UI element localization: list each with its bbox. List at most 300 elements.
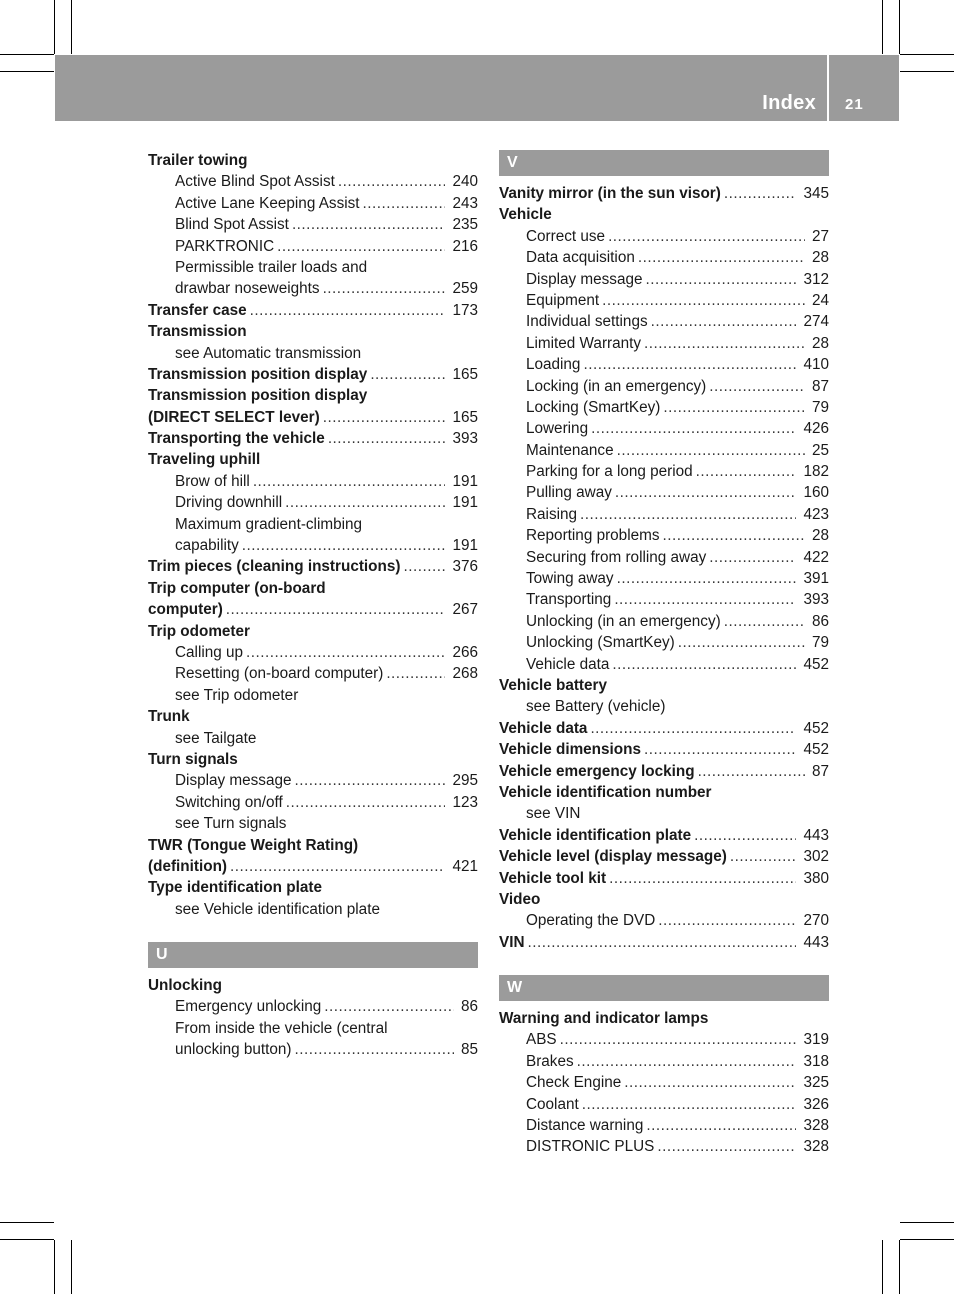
crop-mark [899, 0, 900, 54]
index-entry [148, 471, 478, 492]
index-entry-label: Switching on/off [175, 793, 283, 811]
index-entry-page: 452 [803, 655, 829, 673]
index-entry-page: 87 [811, 377, 829, 395]
dot-leader [696, 461, 797, 482]
index-entry-label: Trailer towing [148, 152, 248, 169]
dot-leader [663, 397, 805, 418]
index-entry [499, 397, 829, 418]
index-entry [148, 321, 478, 342]
index-entry-page: 410 [803, 356, 829, 374]
index-entry [148, 856, 478, 877]
dot-leader [624, 1072, 796, 1093]
index-entry [148, 407, 478, 428]
index-entry [148, 193, 478, 214]
index-entry-page: 443 [803, 826, 829, 844]
index-entry-label: Reporting problems [526, 527, 660, 545]
dot-leader [617, 440, 805, 461]
index-entry-page: 28 [811, 249, 829, 267]
index-entry [499, 461, 829, 482]
index-entry-page: 328 [803, 1138, 829, 1156]
index-entry [499, 803, 829, 824]
index-entry [499, 290, 829, 311]
index-entry [148, 449, 478, 470]
index-entry-label: Vehicle level (display message) [499, 848, 727, 866]
index-entry [499, 204, 829, 225]
crop-mark [54, 1240, 55, 1294]
index-entries-v [499, 183, 829, 953]
dot-leader [324, 996, 454, 1017]
index-entry-page: 182 [803, 463, 829, 481]
index-entry [148, 556, 478, 577]
dot-leader [615, 482, 797, 503]
index-entry [148, 492, 478, 513]
index-entry-label: Trim pieces (cleaning instructions) [148, 558, 401, 576]
index-entry-label: Vehicle dimensions [499, 741, 641, 759]
index-entry-page: 274 [803, 313, 829, 331]
dot-leader [323, 407, 446, 428]
index-entry-label: Calling up [175, 643, 244, 661]
index-column-right [499, 150, 829, 1158]
dot-leader [730, 846, 797, 867]
dot-leader [602, 290, 805, 311]
index-entry-label: Trip computer (on-board [148, 579, 326, 597]
index-entry [499, 440, 829, 461]
index-entry [499, 1115, 829, 1136]
index-entry-label: Transmission [148, 323, 247, 341]
dot-leader [724, 611, 805, 632]
index-entry-page: 426 [803, 420, 829, 438]
index-entry-page: 325 [803, 1074, 829, 1092]
index-entry-label: see Turn signals [175, 815, 287, 833]
index-entry [499, 568, 829, 589]
index-entry-page: 28 [811, 334, 829, 352]
index-entry-label: Maintenance [526, 441, 614, 459]
dot-leader [617, 568, 797, 589]
dot-leader [614, 589, 796, 610]
index-entry [499, 654, 829, 675]
index-entry-page: 380 [803, 869, 829, 887]
index-entry [499, 611, 829, 632]
index-entry-label: Vehicle [499, 206, 552, 224]
dot-leader [338, 171, 446, 192]
index-entry-label: Operating the DVD [526, 912, 656, 930]
index-entry-label: see Vehicle identification plate [175, 900, 380, 918]
index-entry [148, 236, 478, 257]
index-entry [148, 996, 478, 1017]
dot-leader [253, 471, 446, 492]
index-entry-label: Permissible trailer loads and [175, 258, 368, 276]
index-entry-label: Parking for a long period [526, 463, 693, 481]
dot-leader [250, 300, 446, 321]
index-entry [499, 889, 829, 910]
crop-mark [900, 1222, 954, 1223]
index-entry-label: (definition) [148, 857, 228, 875]
crop-mark [900, 54, 954, 55]
dot-leader [580, 504, 796, 525]
index-entry [148, 599, 478, 620]
index-entry-page: 393 [803, 591, 829, 609]
index-entry-page: 319 [803, 1031, 829, 1049]
dot-leader [226, 599, 446, 620]
index-entry [499, 504, 829, 525]
index-entry [499, 761, 829, 782]
index-entry [148, 535, 478, 556]
index-entry [148, 278, 478, 299]
index-entry-page: 270 [803, 912, 829, 930]
index-entry [148, 150, 478, 171]
dot-leader [651, 311, 797, 332]
index-entry [499, 1094, 829, 1115]
index-entry-page: 85 [460, 1041, 478, 1059]
dot-leader [612, 654, 796, 675]
index-entry-label: Locking (in an emergency) [526, 377, 707, 395]
index-entry [499, 739, 829, 760]
index-entry-page: 326 [803, 1095, 829, 1113]
dot-leader [323, 278, 446, 299]
index-entry-page: 165 [452, 365, 478, 383]
index-entry-page: 165 [452, 408, 478, 426]
index-entry [499, 589, 829, 610]
dot-leader [694, 825, 796, 846]
index-entry-label: Data acquisition [526, 249, 635, 267]
index-entry-label: Transporting [526, 591, 612, 609]
index-entry [148, 792, 478, 813]
index-entry-page: 123 [452, 793, 478, 811]
index-entry-label: Vanity mirror (in the sun visor) [499, 185, 721, 202]
dot-leader [363, 193, 446, 214]
index-entry [148, 578, 478, 599]
index-entry-label: Display message [175, 772, 292, 790]
index-entry-label: Vehicle emergency locking [499, 762, 695, 780]
index-column-left [148, 150, 478, 1061]
index-entry [148, 257, 478, 278]
dot-leader [370, 364, 445, 385]
index-entry-label: Distance warning [526, 1117, 644, 1135]
index-entry-label: Type identification plate [148, 879, 322, 897]
index-entry-page: 240 [452, 173, 478, 191]
index-entry-label: Limited Warranty [526, 334, 642, 352]
dot-leader [294, 770, 445, 791]
index-entry [148, 835, 478, 856]
dot-leader [591, 418, 796, 439]
index-entry-label: Towing away [526, 570, 614, 588]
index-entry-label: see Tailgate [175, 729, 257, 747]
dot-leader [698, 761, 805, 782]
index-entry-label: Vehicle data [526, 655, 610, 673]
crop-mark [0, 71, 54, 72]
index-entry [499, 226, 829, 247]
dot-leader [657, 1136, 796, 1157]
section-header-w: W [499, 975, 829, 1001]
index-entry-page: 28 [811, 527, 829, 545]
dot-leader [646, 1115, 796, 1136]
dot-leader [638, 247, 805, 268]
index-entry-label: computer) [148, 601, 223, 619]
index-entry [499, 1051, 829, 1072]
dot-leader [230, 856, 445, 877]
index-entry-label: capability [175, 537, 239, 555]
index-entry-label: Brakes [526, 1052, 574, 1070]
index-entry-page: 86 [811, 612, 829, 630]
index-entry-page: 391 [803, 570, 829, 588]
dot-leader [286, 792, 446, 813]
index-entry-page: 191 [452, 494, 478, 512]
index-entry-label: TWR (Tongue Weight Rating) [148, 836, 359, 854]
index-entry-page: 423 [803, 505, 829, 523]
crop-mark [900, 1239, 954, 1240]
index-entry-label: Raising [526, 505, 578, 523]
section-header-u: U [148, 942, 478, 968]
index-entries-w [499, 1008, 829, 1158]
index-entry-label: unlocking button) [175, 1041, 292, 1059]
crop-mark [882, 1240, 883, 1294]
index-entry-label: Unlocking [148, 977, 222, 995]
index-entry [148, 514, 478, 535]
index-entry-page: 235 [452, 216, 478, 234]
index-entry-page: 27 [811, 227, 829, 245]
index-entry-label: Vehicle identification plate [499, 826, 692, 844]
index-entry-label: Active Blind Spot Assist [175, 173, 335, 191]
index-entry-page: 443 [803, 933, 829, 951]
index-entry-label: PARKTRONIC [175, 237, 275, 255]
dot-leader [658, 910, 796, 931]
index-entry-label: Video [499, 890, 541, 908]
dot-leader [582, 1094, 797, 1115]
index-entry-page: 79 [811, 634, 829, 652]
dot-leader [528, 932, 797, 953]
dot-leader [285, 492, 445, 513]
index-entries-u [148, 975, 478, 1061]
index-entry-label: VIN [499, 933, 525, 951]
index-entry [148, 877, 478, 898]
index-entry [499, 376, 829, 397]
index-entry-page: 328 [803, 1117, 829, 1135]
dot-leader [590, 718, 796, 739]
index-entry-page: 318 [803, 1052, 829, 1070]
index-entry [499, 311, 829, 332]
dot-leader [645, 269, 796, 290]
page-title: Index [762, 92, 816, 114]
section-header-v: V [499, 150, 829, 176]
index-entry-label: Locking (SmartKey) [526, 398, 661, 416]
index-entry [148, 364, 478, 385]
index-entry [499, 1072, 829, 1093]
dot-leader [609, 868, 796, 889]
index-entry-page: 312 [803, 270, 829, 288]
index-entry-page: 216 [452, 237, 478, 255]
dot-leader [644, 739, 796, 760]
index-entry-label: Vehicle data [499, 719, 588, 737]
index-entry-label: Driving downhill [175, 494, 283, 512]
dot-leader [663, 525, 805, 546]
index-entry-label: Securing from rolling away [526, 548, 707, 566]
index-entry-label: Check Engine [526, 1074, 622, 1092]
index-entry [148, 663, 478, 684]
index-entry-page: 243 [452, 194, 478, 212]
index-entry-label: Loading [526, 356, 581, 374]
crop-mark [899, 1240, 900, 1294]
index-entry [499, 1136, 829, 1157]
index-entry [499, 782, 829, 803]
index-entry-label: Vehicle tool kit [499, 869, 607, 887]
index-entry-label: From inside the vehicle (central [175, 1019, 388, 1037]
index-entry-page: 295 [452, 772, 478, 790]
index-entry-page: 173 [452, 301, 478, 319]
index-entry-page: 452 [803, 719, 829, 737]
dot-leader [678, 632, 805, 653]
index-entries-t [148, 150, 478, 920]
index-entry [499, 910, 829, 931]
index-entry-label: Transmission position display [148, 365, 368, 383]
dot-leader [292, 214, 446, 235]
index-entry-label: Unlocking (SmartKey) [526, 634, 675, 652]
index-entry-page: 86 [460, 998, 478, 1016]
index-entry [148, 621, 478, 642]
index-entry-label: (DIRECT SELECT lever) [148, 408, 320, 426]
index-entry [499, 269, 829, 290]
index-entry-label: Brow of hill [175, 472, 250, 490]
index-entry [148, 1018, 478, 1039]
dot-leader [242, 535, 446, 556]
index-entry-label: see Trip odometer [175, 686, 299, 704]
index-entry [148, 1039, 478, 1060]
index-entry-label: Transfer case [148, 301, 247, 319]
index-entry-label: Unlocking (in an emergency) [526, 612, 721, 630]
dot-leader [246, 642, 445, 663]
dot-leader [403, 556, 445, 577]
index-entry-page: 302 [803, 848, 829, 866]
index-entry [499, 868, 829, 889]
dot-leader [709, 547, 796, 568]
crop-mark [0, 1222, 54, 1223]
index-entry [148, 642, 478, 663]
crop-mark [71, 1240, 72, 1294]
index-entry [499, 247, 829, 268]
crop-mark [882, 0, 883, 54]
index-entry-label: drawbar noseweights [175, 280, 320, 298]
index-entry-page: 79 [811, 398, 829, 416]
index-entry-label: Traveling uphill [148, 451, 261, 469]
index-entry-label: Individual settings [526, 313, 648, 331]
index-entry [499, 1029, 829, 1050]
index-entry-page: 259 [452, 280, 478, 298]
index-entry-label: Lowering [526, 420, 589, 438]
crop-mark [0, 54, 54, 55]
index-entry [499, 632, 829, 653]
index-entry [148, 428, 478, 449]
crop-mark [54, 0, 55, 54]
index-entry [499, 354, 829, 375]
index-entry [499, 183, 829, 204]
index-entry [499, 333, 829, 354]
index-entry [499, 675, 829, 696]
crop-mark [71, 0, 72, 54]
index-entry-label: Pulling away [526, 484, 612, 502]
index-entry-label: Trip odometer [148, 622, 250, 640]
index-entry [499, 846, 829, 867]
index-entry [148, 685, 478, 706]
index-entry [148, 770, 478, 791]
dot-leader [277, 236, 445, 257]
index-entry-page: 345 [803, 185, 829, 202]
index-entry [499, 718, 829, 739]
index-entry-label: Blind Spot Assist [175, 216, 289, 234]
dot-leader [328, 428, 446, 449]
index-entry-label: see Battery (vehicle) [526, 698, 666, 716]
index-entry-label: Maximum gradient-climbing [175, 515, 363, 533]
index-entry-label: Resetting (on-board computer) [175, 665, 384, 683]
index-entry-label: Turn signals [148, 750, 238, 768]
index-entry-label: see Automatic transmission [175, 344, 362, 362]
index-entry-page: 268 [452, 665, 478, 683]
index-entry-label: Vehicle identification number [499, 783, 712, 801]
index-entry [499, 825, 829, 846]
index-entry [148, 728, 478, 749]
index-entry [499, 1008, 829, 1029]
index-entry-label: ABS [526, 1031, 557, 1049]
index-entry-label: Transmission position display [148, 387, 368, 405]
index-entry-page: 376 [452, 558, 478, 576]
index-entry-page: 267 [452, 601, 478, 619]
index-entry-page: 160 [803, 484, 829, 502]
index-entry-label: Emergency unlocking [175, 998, 322, 1016]
index-entry [499, 482, 829, 503]
index-entry-page: 421 [452, 857, 478, 875]
crop-mark [0, 1239, 54, 1240]
index-entry-label: DISTRONIC PLUS [526, 1138, 655, 1156]
dot-leader [386, 663, 445, 684]
dot-leader [295, 1039, 454, 1060]
index-entry [148, 899, 478, 920]
dot-leader [560, 1029, 797, 1050]
index-entry-label: Vehicle battery [499, 676, 607, 694]
index-entry-label: Correct use [526, 227, 606, 245]
index-entry-page: 266 [452, 643, 478, 661]
page-number: 21 [845, 96, 864, 113]
index-entry [148, 171, 478, 192]
dot-leader [608, 226, 805, 247]
index-entry-label: Trunk [148, 708, 190, 726]
index-entry [499, 696, 829, 717]
index-entry [499, 418, 829, 439]
index-entry [148, 385, 478, 406]
index-entry-page: 422 [803, 548, 829, 566]
index-entry [499, 547, 829, 568]
index-entry-page: 191 [452, 472, 478, 490]
index-entry-label: see VIN [526, 805, 581, 823]
index-entry-page: 452 [803, 741, 829, 759]
index-entry [499, 932, 829, 953]
index-entry-page: 191 [452, 537, 478, 555]
dot-leader [577, 1051, 797, 1072]
index-entry-label: Warning and indicator lamps [499, 1010, 709, 1028]
dot-leader [724, 183, 797, 204]
index-entry-label: Equipment [526, 291, 600, 309]
index-entry [148, 975, 478, 996]
header-separator [827, 55, 829, 121]
index-entry [148, 813, 478, 834]
index-entry-label: Transporting the vehicle [148, 430, 325, 448]
index-entry-page: 24 [811, 291, 829, 309]
dot-leader [644, 333, 805, 354]
index-entry [148, 343, 478, 364]
crop-mark [900, 71, 954, 72]
dot-leader [709, 376, 805, 397]
index-entry [148, 300, 478, 321]
index-entry-page: 25 [811, 441, 829, 459]
index-entry-page: 87 [811, 762, 829, 780]
index-entry-label: Active Lane Keeping Assist [175, 194, 360, 212]
